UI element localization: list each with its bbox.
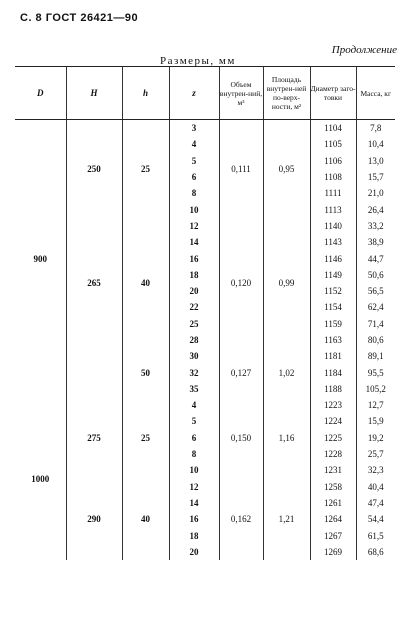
cell-mass: 89,1 [356,348,395,364]
cell-z: 12 [169,218,219,234]
cell-z: 5 [169,413,219,429]
cell-blank: 1264 [310,511,356,527]
cell-z: 8 [169,185,219,201]
cell-blank: 1223 [310,397,356,413]
table-row [15,397,395,413]
cell-z: 3 [169,120,219,137]
cell-blank: 1267 [310,527,356,543]
cell-z: 22 [169,299,219,315]
dimensions-table [15,66,395,560]
cell-z: 32 [169,364,219,380]
cell-blank: 1104 [310,120,356,137]
cell-blank: 1146 [310,250,356,266]
cell-area: 0,95 [263,120,310,218]
cell-mass: 56,5 [356,283,395,299]
cell-blank: 1106 [310,153,356,169]
table-row [15,479,395,495]
cell-volume: 0,120 [219,218,263,348]
cell-mass: 105,2 [356,381,395,397]
cell-blank: 1261 [310,495,356,511]
cell-blank: 1269 [310,544,356,560]
cell-blank: 1152 [310,283,356,299]
continuation-label: Продолжение [331,44,397,56]
cell-z: 28 [169,332,219,348]
cell-mass: 95,5 [356,364,395,380]
cell-volume: 0,111 [219,120,263,218]
cell-mass: 15,9 [356,413,395,429]
cell-D: 900 [33,253,47,264]
col-header-blank-diameter: Диаметр заго-товки [310,67,356,120]
cell-z: 16 [169,250,219,266]
cell-H: 250 [66,120,122,218]
cell-mass: 25,7 [356,446,395,462]
cell-z: 14 [169,495,219,511]
cell-z: 20 [169,544,219,560]
cell-blank: 1163 [310,332,356,348]
cell-blank: 1225 [310,430,356,446]
cell-mass: 15,7 [356,169,395,185]
cell-area: 1,16 [263,397,310,478]
cell-mass: 21,0 [356,185,395,201]
col-header-h: h [122,67,169,120]
cell-mass: 50,6 [356,267,395,283]
cell-mass: 13,0 [356,153,395,169]
cell-blank: 1224 [310,413,356,429]
cell-blank: 1149 [310,267,356,283]
cell-area: 0,99 [263,218,310,348]
cell-mass: 33,2 [356,218,395,234]
cell-blank: 1108 [310,169,356,185]
cell-mass: 26,4 [356,201,395,217]
cell-blank: 1154 [310,299,356,315]
cell-mass: 40,4 [356,479,395,495]
cell-mass: 68,6 [356,544,395,560]
cell-blank: 1184 [310,364,356,380]
cell-z: 10 [169,201,219,217]
cell-blank: 1228 [310,446,356,462]
cell-mass: 62,4 [356,299,395,315]
cell-z: 20 [169,283,219,299]
cell-mass: 12,7 [356,397,395,413]
cell-z: 16 [169,511,219,527]
cell-mass: 80,6 [356,332,395,348]
cell-blank: 1231 [310,462,356,478]
cell-mass: 38,9 [356,234,395,250]
cell-h: 25 [122,120,169,218]
table-header-row [15,67,395,120]
cell-blank: 1105 [310,136,356,152]
cell-area: 1,02 [263,348,310,397]
cell-z: 4 [169,397,219,413]
col-header-area: Площадь внутрен-ней по-верх-ности, м² [263,67,310,120]
cell-volume: 0,127 [219,348,263,397]
cell-mass: 10,4 [356,136,395,152]
cell-H: 275 [66,397,122,478]
cell-mass: 61,5 [356,527,395,543]
cell-z: 18 [169,267,219,283]
cell-z: 10 [169,462,219,478]
cell-z: 6 [169,169,219,185]
cell-H: 290 [66,479,122,560]
cell-z: 12 [169,479,219,495]
cell-z: 5 [169,153,219,169]
col-header-z: z [169,67,219,120]
cell-z: 4 [169,136,219,152]
cell-z: 14 [169,234,219,250]
cell-mass: 71,4 [356,316,395,332]
cell-blank: 1113 [310,201,356,217]
cell-z: 30 [169,348,219,364]
cell-blank: 1258 [310,479,356,495]
sizes-caption: Размеры, мм [160,55,236,67]
cell-blank: 1181 [310,348,356,364]
cell-blank: 1159 [310,316,356,332]
col-header-volume: Объем внутрен-ний, м³ [219,67,263,120]
cell-mass: 32,3 [356,462,395,478]
cell-z: 18 [169,527,219,543]
cell-h: 25 [122,397,169,478]
table-row [15,348,395,364]
cell-z: 6 [169,430,219,446]
cell-H-blank [66,348,122,397]
cell-h: 50 [122,348,169,397]
cell-h: 40 [122,479,169,560]
table-row [15,120,395,137]
cell-mass: 19,2 [356,430,395,446]
col-header-mass: Масса, кг [356,67,395,120]
cell-z: 25 [169,316,219,332]
cell-volume: 0,162 [219,479,263,560]
col-header-H: H [66,67,122,120]
cell-D: 1000 [31,473,50,484]
cell-h: 40 [122,218,169,348]
cell-volume: 0,150 [219,397,263,478]
cell-mass: 44,7 [356,250,395,266]
cell-area: 1,21 [263,479,310,560]
cell-mass: 54,4 [356,511,395,527]
cell-blank: 1111 [310,185,356,201]
table-row [15,218,395,234]
page-header: С. 8 ГОСТ 26421—90 [20,12,139,24]
cell-blank: 1140 [310,218,356,234]
cell-z: 35 [169,381,219,397]
col-header-D: D [15,67,66,120]
cell-blank: 1188 [310,381,356,397]
cell-H: 265 [66,218,122,348]
cell-blank: 1143 [310,234,356,250]
cell-z: 8 [169,446,219,462]
cell-mass: 47,4 [356,495,395,511]
cell-mass: 7,8 [356,120,395,137]
